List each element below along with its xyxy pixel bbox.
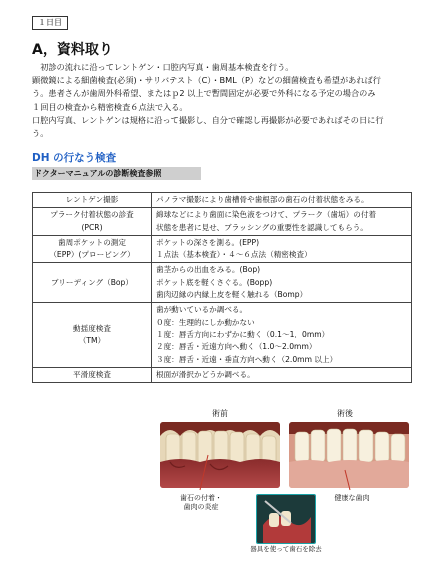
exam-desc-cell <box>152 193 412 208</box>
exam-desc-line: 歯茎からの出血をみる。(Bop) <box>156 265 261 275</box>
exam-desc-line: ２度：唇舌・近遠方向へ動く（1.0～2.0mm） <box>156 342 317 352</box>
exam-name-cell <box>33 263 152 303</box>
paragraph-line: １回目の検査から精密検査６点法で入る。 <box>32 101 188 112</box>
after-label: 術後 <box>337 409 353 418</box>
teeth-before-image <box>160 422 280 488</box>
day-label: １日目 <box>32 16 68 30</box>
exam-desc-line: 状態を患者に見せ、ブラッシングの重要性を認識してもらう。 <box>156 222 368 232</box>
exam-name-cell <box>33 193 152 208</box>
annotation-right: 健康な歯肉 <box>334 494 370 502</box>
exam-name: (PCR) <box>81 222 103 232</box>
exam-desc-line: パノラマ撮影により歯槽骨や歯根部の歯石の付着状態をみる。 <box>156 195 369 204</box>
exam-desc-line: 歯が動いているか調べる。 <box>156 305 248 315</box>
exam-name-cell <box>33 208 152 236</box>
inset-photo <box>256 494 316 544</box>
paragraph-line: う。患者さんが歯周外科希望、またはｐ2 以上で暫間固定が必要で外科になる予定の場合のみ <box>32 88 376 99</box>
exam-name: プラーク付着状態の診査 <box>50 210 134 220</box>
table-row <box>33 263 412 303</box>
intro-paragraph <box>32 61 412 140</box>
exam-name: 平滑度検査 <box>73 369 111 379</box>
table-row <box>33 235 412 263</box>
exam-name-cell <box>33 367 152 382</box>
teeth-after-image <box>289 422 409 488</box>
exam-name-cell <box>33 303 152 367</box>
exam-desc-cell <box>152 367 412 382</box>
sub-heading: ドクターマニュアルの診断検査参照 <box>32 167 201 180</box>
table-row <box>33 208 412 236</box>
exam-name: （TM） <box>78 336 106 346</box>
table-row <box>33 193 412 208</box>
section-heading: A，資料取り <box>32 42 113 58</box>
exam-desc-line: １点法（基本検査）・４～６点法（精密検査） <box>156 250 312 260</box>
exam-desc-line: ０度：生理的にしか動かない <box>156 317 255 327</box>
exam-desc-cell <box>152 208 412 236</box>
paragraph-line: 初診の流れに沿ってレントゲン・口腔内写真・歯周基本検査を行う。 <box>32 62 294 72</box>
exam-desc-line: ポケット底を軽くさぐる。(Bopp) <box>156 277 273 287</box>
exam-desc-line: 綿球などにより歯面に染色液をつけて、プラーク（歯垢）の付着 <box>156 210 377 220</box>
exam-name: ブリーディング（Bop） <box>51 277 133 287</box>
exam-desc-line: 根面が滑択かどうか調べる。 <box>156 369 255 379</box>
exam-desc-cell <box>152 235 412 263</box>
table-row <box>33 303 412 367</box>
annotation-bottom: 器具を使って歯石を除去 <box>250 545 322 553</box>
paragraph-line: う。 <box>32 128 49 139</box>
exam-desc-cell <box>152 303 412 367</box>
exam-name: 歯周ポケットの測定 <box>58 237 126 247</box>
dh-heading: DH の行なう検査 <box>32 152 117 164</box>
exam-name: レントゲン撮影 <box>65 195 119 204</box>
table-row <box>33 367 412 382</box>
annotation-line: 歯石の付着・ <box>180 494 222 502</box>
exam-desc-line: 歯肉辺縁の内縁上皮を軽く触れる（Bomp） <box>156 290 308 300</box>
paragraph-line: 口腔内写真、レントゲンは規格に沿って撮影し、自分で確認し再撮影が必要であればその日に行 <box>32 114 384 125</box>
exam-name: （EPP）(プロービング） <box>49 250 135 260</box>
after-photo <box>289 422 409 488</box>
exam-desc-line: ３度：唇舌・近遠・垂直方向へ動く（2.0mm 以上） <box>156 354 338 364</box>
exam-name-cell <box>33 235 152 263</box>
before-label: 術前 <box>212 409 228 418</box>
before-photo <box>160 422 280 488</box>
exam-desc-line: １度：唇舌方向にわずかに動く（0.1～1．0mm） <box>156 329 330 339</box>
paragraph-line: 顕微鏡による細菌検査(必須)・サリバテスト（C）・BML（P）などの細菌検査も希望があれば行 <box>32 75 381 86</box>
exam-table <box>32 192 412 383</box>
annotation-left <box>168 494 234 512</box>
scaling-procedure-image <box>257 495 315 543</box>
exam-desc-cell <box>152 263 412 303</box>
annotation-line: 歯肉の炎症 <box>183 503 219 511</box>
exam-desc-line: ポケットの深さを測る。(EPP) <box>156 237 260 247</box>
exam-name: 動揺度検査 <box>73 323 111 333</box>
